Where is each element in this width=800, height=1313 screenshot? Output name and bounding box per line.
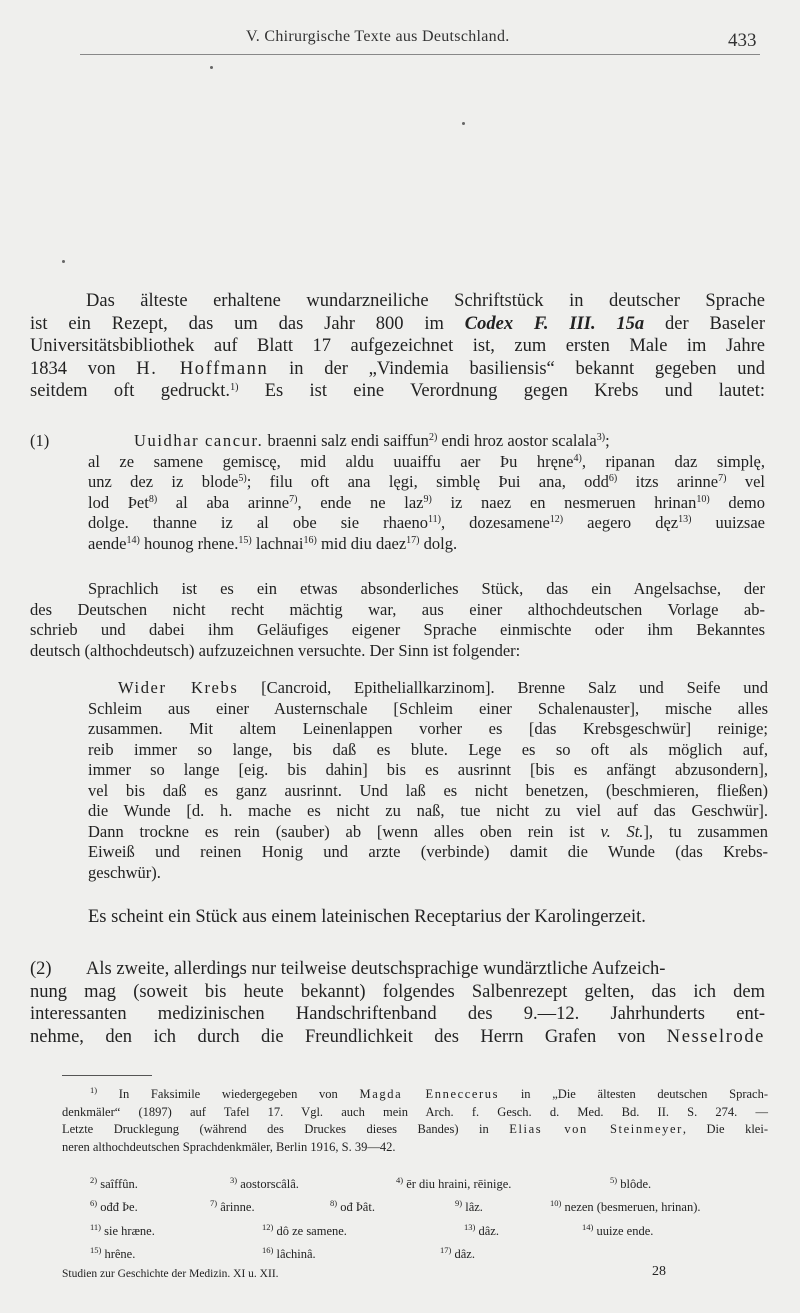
paper-speck [62, 260, 65, 263]
text-line [62, 1139, 768, 1157]
running-title: V. Chirurgische Texte aus Deutschland. [246, 28, 510, 45]
footnote-marker: 7) [210, 1198, 218, 1208]
text-run: nung mag (soweit bis heute bekannt) folgendes Salbenrezept gelten, das ich dem [30, 981, 765, 1002]
footnote-text: sie hræne. [104, 1224, 155, 1238]
text-line [78, 431, 610, 450]
text-line [30, 290, 765, 313]
text-line [88, 842, 768, 863]
text-run: geschwür). [88, 862, 161, 882]
footnote-marker: 12) [262, 1222, 274, 1232]
text-run: Sprachlich ist es ein etwas absonderliches Stück, das ein Angelsachse, der [88, 579, 765, 598]
running-header [0, 20, 800, 60]
footnote-marker: 6) [608, 473, 618, 484]
footnote-marker: 9) [423, 493, 432, 505]
text-run: seitdem oft gedruckt. [30, 381, 231, 401]
text-run: demo [709, 492, 766, 512]
footnote-marker: 7) [289, 493, 298, 505]
footnote-text: blôde. [620, 1177, 652, 1191]
text-run: schrieb und dabei ihm Geläufiges eigener Sprache einmischte oder ihm Bekanntes [30, 620, 765, 639]
text-run: des Deutschen nicht recht mächtig war, aus einer althochdeutschen Vorlage ab- [30, 599, 765, 619]
short-footnote [262, 1247, 316, 1262]
text-run: reib immer so lange, bis daß es blute. Lege es so oft als möglich auf, [88, 739, 768, 759]
text-run: , ripanan daz simplę, [581, 451, 765, 471]
footnote-marker: 16) [303, 534, 317, 546]
footnote-marker: 1) [230, 382, 239, 393]
text-line [30, 1003, 765, 1026]
footnote-marker: 8) [148, 493, 158, 505]
footnote-text: ođ Þât. [340, 1200, 375, 1214]
text-line [88, 863, 768, 884]
text-run: lachnai [251, 533, 304, 553]
text-run: zusammen. Mit altem Leinenlappen vorher es [das Krebsgeschwür] reinige; [88, 719, 768, 738]
text-line [30, 641, 765, 662]
page-number: 433 [728, 30, 757, 51]
second-number: (2) [30, 959, 52, 979]
footnote-marker: 5) [610, 1175, 618, 1185]
text-line [88, 801, 768, 822]
text-run: in der „Vindemia basiliensis“ bekannt gegeben und [268, 358, 765, 379]
text-run: interessanten medizinischen Handschriftenband des 9.—12. Jahrhunderts ent- [30, 1004, 765, 1024]
text-run: Universitätsbibliothek auf Blatt 17 aufgezeichnet ist, zum ersten Male im Jahre [30, 336, 765, 356]
footnote-marker: 7) [718, 473, 727, 484]
footnote-marker: 11) [90, 1222, 102, 1232]
footnote-1 [62, 1086, 768, 1156]
page-footer [62, 1264, 768, 1280]
text-run: deutsch (althochdeutsch) aufzuzeichnen versuchte. Der Sinn ist folgender: [30, 640, 521, 660]
text-run: , Die klei- [682, 1122, 768, 1136]
text-line [88, 740, 768, 761]
text-line [30, 358, 765, 381]
footnote-text: saîffûn. [100, 1177, 138, 1191]
text-run: mid diu daez [316, 533, 407, 553]
text-run: uuizsae [691, 513, 765, 532]
short-footnote [90, 1224, 155, 1239]
signature-mark: 28 [652, 1264, 666, 1279]
short-footnote [230, 1177, 299, 1192]
text-run: Das älteste erhaltene wundarzneiliche Schriftstück in deutscher Sprache [86, 291, 765, 311]
footnote-text: dâz. [478, 1224, 499, 1238]
text-run: neren althochdeutschen Sprachdenkmäler, Berlin 1916, S. 39—42. [62, 1139, 396, 1154]
footnote-marker: 9) [455, 1198, 463, 1208]
styled-text: H. Hoffmann [136, 358, 269, 379]
footnote-marker: 4) [396, 1175, 404, 1185]
text-line [88, 822, 768, 843]
text-run: 1834 von [30, 358, 137, 379]
discussion-paragraph [30, 579, 765, 661]
recipe-first-line [30, 431, 765, 452]
paper-speck [210, 66, 213, 69]
footnote-marker: 2) [90, 1175, 98, 1185]
footnote-text: ârinne. [220, 1200, 255, 1214]
text-run: hounog rhene. [139, 533, 239, 553]
second-recipe-paragraph [30, 958, 765, 1048]
text-run: ], tu zusammen [643, 821, 768, 841]
styled-text: Wider Krebs [118, 678, 239, 697]
short-footnote [582, 1224, 653, 1239]
footnote-text: ēr diu hraini, rēinige. [406, 1177, 512, 1191]
styled-text: Magda Enneccerus [359, 1087, 500, 1101]
short-footnote [90, 1200, 138, 1215]
recipe-block [30, 431, 765, 554]
footnote-marker: 4) [573, 452, 582, 464]
text-run: Letzte Drucklegung (während des Druckes dieses Bandes) in [62, 1122, 510, 1136]
text-line [30, 600, 765, 621]
short-footnote [455, 1200, 483, 1215]
text-run: Als zweite, allerdings nur teilweise deutschsprachige wundärztliche Aufzeich- [86, 959, 666, 979]
footnote-marker: 13) [678, 514, 692, 525]
text-run: Es ist eine Verordnung gegen Krebs und lautet: [238, 381, 765, 401]
short-footnote [464, 1224, 499, 1239]
text-run: lod Þet [88, 492, 149, 512]
short-footnote [440, 1247, 475, 1262]
styled-text: Elias von Steinmeyer [509, 1122, 683, 1136]
text-run: itzs arinne [617, 472, 719, 491]
text-run: ; [605, 431, 610, 450]
footnote-marker: 6) [90, 1198, 98, 1208]
header-rule [80, 54, 760, 55]
footnote-marker: 17) [440, 1245, 452, 1255]
text-line [30, 472, 765, 493]
text-run: , ende ne laz [297, 492, 424, 512]
short-footnote [210, 1200, 255, 1215]
text-run: iz naez en nesmeruen hrinan [431, 492, 697, 512]
text-line [62, 1104, 768, 1122]
text-line [88, 678, 768, 699]
short-footnote [90, 1247, 135, 1262]
text-run: aegero dęz [563, 513, 679, 532]
text-run: al aba arinne [157, 492, 290, 512]
short-footnote [262, 1224, 347, 1239]
text-line [30, 981, 765, 1004]
text-run: , dozesamene [440, 513, 550, 532]
conclusion-line: Es scheint ein Stück aus einem lateinischen Receptarius der Karolingerzeit. [88, 907, 646, 927]
conclusion-paragraph [30, 906, 765, 929]
footnote-marker: 8) [330, 1198, 338, 1208]
text-run: nehme, den ich durch die Freundlichkeit des Herrn Grafen von [30, 1026, 667, 1047]
short-footnote [610, 1177, 651, 1192]
footnote-text: lâchinâ. [276, 1247, 316, 1261]
text-run: der Baseler [644, 313, 765, 334]
text-line [30, 579, 765, 600]
text-run: In Faksimile wiedergegeben von [97, 1087, 360, 1101]
footnote-marker: 10) [696, 493, 710, 505]
text-run: vel [726, 472, 765, 491]
footnote-text: dô ze samene. [276, 1224, 347, 1238]
text-run: denkmäler“ (1897) auf Tafel 17. Vgl. auch mein Arch. f. Gesch. d. Med. Bd. II. S. 274. — [62, 1104, 768, 1119]
text-run: vel bis daß es ganz ausrinnt. Und laß es nicht benetzen, (beschmieren, fließen) [88, 780, 768, 800]
text-run: Schleim aus einer Austernschale [Schleim einer Schalenauster], mische alles [88, 698, 768, 718]
recipe-number: (1) [30, 431, 50, 450]
text-line [30, 335, 765, 358]
paper-speck [462, 122, 465, 125]
footnote-marker: 3) [596, 432, 606, 443]
short-footnote [396, 1177, 511, 1192]
text-line [30, 380, 765, 403]
text-line [88, 781, 768, 802]
footnote-marker: 13) [464, 1222, 476, 1232]
text-line [30, 534, 765, 555]
short-footnote [90, 1177, 138, 1192]
text-run: braenni salz endi saiffun [263, 431, 429, 450]
text-run: [Cancroid, Epitheliallkarzinom]. Brenne Salz und Seife und [238, 678, 769, 697]
text-run: aende [88, 533, 127, 553]
footnote-marker: 17) [406, 534, 420, 546]
footnote-marker: 11) [428, 514, 441, 525]
text-line [88, 760, 768, 781]
footnote-text: uuize ende. [596, 1224, 654, 1238]
footnote-text: hrêne. [104, 1247, 136, 1261]
text-line [86, 959, 665, 979]
footnote-text: lâz. [465, 1200, 483, 1214]
footnote-marker: 14) [126, 534, 140, 546]
text-run: Dann trockne es rein (sauber) ab [wenn alles oben rein ist [88, 821, 601, 841]
text-line [30, 313, 765, 336]
intro-paragraph [30, 290, 765, 403]
text-line [88, 699, 768, 720]
text-line [30, 452, 765, 473]
text-run: endi hroz aostor scalala [437, 431, 597, 450]
footnote-text: nezen (besmeruen, hrinan). [564, 1200, 701, 1214]
styled-text: v. St. [600, 821, 644, 841]
text-line [62, 1121, 768, 1139]
text-run: in „Die ältesten deutschen Sprach- [499, 1087, 768, 1101]
footnote-marker: 14) [582, 1222, 594, 1232]
short-footnote [330, 1200, 375, 1215]
text-run: ist ein Rezept, das um das Jahr 800 im [30, 313, 465, 334]
footnote-marker: 5) [238, 473, 247, 484]
styled-text: Codex F. III. 15a [464, 313, 645, 334]
text-run: Eiweiß und reinen Honig und arzte (verbinde) damit die Wunde (das Krebs- [88, 842, 768, 861]
footnote-text: aostorscâlâ. [240, 1177, 299, 1191]
styled-text: Uuidhar cancur. [134, 431, 264, 450]
series-title: Studien zur Geschichte der Medizin. XI u. XII. [62, 1268, 279, 1280]
text-run: al ze samene gemiscę, mid aldu uuaiffu aer Þu hręne [88, 451, 574, 471]
styled-text: Nesselrode [666, 1026, 765, 1047]
footnote-text: ođđ Þe. [100, 1200, 138, 1214]
text-line [30, 1026, 765, 1049]
footnote-marker: 1) [90, 1085, 98, 1095]
short-footnote [550, 1200, 701, 1215]
footnote-marker: 16) [262, 1245, 274, 1255]
second-first-line [30, 958, 765, 981]
text-run: dolge. thanne iz al obe sie rhaeno [88, 513, 428, 532]
footnote-marker: 15) [90, 1245, 102, 1255]
footnote-marker: 12) [549, 514, 564, 525]
footnote-rule [62, 1075, 152, 1076]
footnote-marker: 3) [230, 1175, 238, 1185]
text-line [30, 493, 765, 514]
translation-block [88, 678, 768, 883]
text-run: dolg. [419, 533, 458, 553]
text-run: unz dez iz blode [88, 472, 239, 491]
text-run: immer so lange [eig. bis dahin] bis es ausrinnt [bis es anfängt abzusondern], [88, 760, 768, 779]
footnote-marker: 10) [550, 1198, 562, 1208]
text-run: die Wunde [d. h. mache es nicht zu naß, tue nicht zu viel auf das Geschwür]. [88, 801, 768, 820]
footnote-marker: 2) [428, 432, 438, 443]
footnote-text: dâz. [454, 1247, 475, 1261]
text-line [30, 513, 765, 534]
text-run: ; filu oft ana lęgi, simblę Þui ana, odd [246, 472, 609, 491]
text-line [88, 719, 768, 740]
text-line [30, 620, 765, 641]
text-line [62, 1086, 768, 1104]
footnote-marker: 15) [238, 534, 252, 546]
